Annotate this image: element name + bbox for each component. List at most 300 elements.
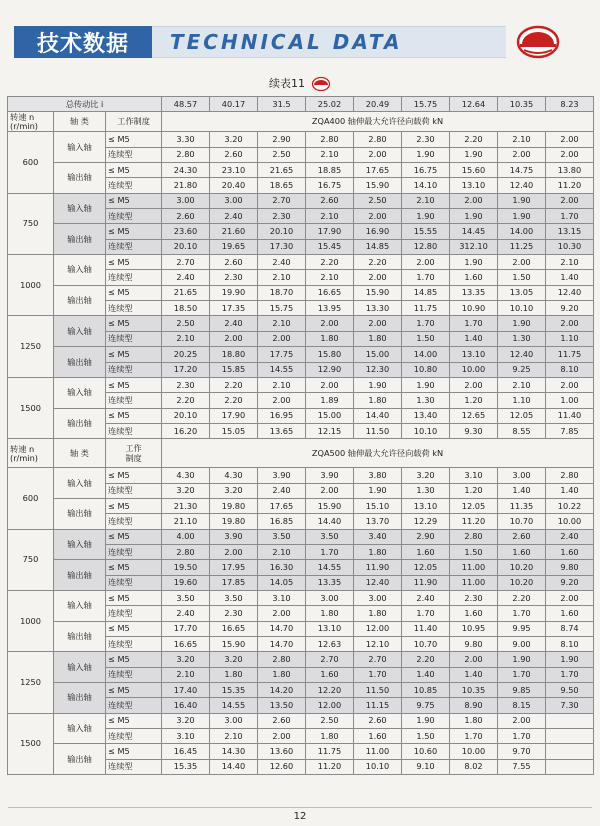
value-cell: 13.95: [306, 301, 354, 316]
value-cell: 1.90: [498, 316, 546, 331]
value-cell: 10.00: [450, 362, 498, 377]
value-cell: 2.10: [306, 147, 354, 162]
value-cell: 14.40: [210, 759, 258, 774]
ratio-cell: 40.17: [210, 97, 258, 112]
value-cell: 2.20: [498, 590, 546, 605]
duty-cell: ≤ M5: [106, 560, 162, 575]
value-cell: 16.65: [210, 621, 258, 636]
duty-cell: ≤ M5: [106, 408, 162, 423]
value-cell: 18.70: [258, 285, 306, 300]
value-cell: 2.00: [546, 147, 594, 162]
table-row: [8, 285, 594, 300]
value-cell: 11.20: [306, 759, 354, 774]
value-cell: 1.40: [498, 483, 546, 498]
value-cell: 2.00: [354, 270, 402, 285]
value-cell: 9.80: [546, 560, 594, 575]
value-cell: 1.90: [498, 193, 546, 208]
value-cell: 2.70: [354, 652, 402, 667]
duty-cell: 连续型: [106, 483, 162, 498]
footer-divider: [8, 807, 592, 808]
value-cell: 1.70: [402, 606, 450, 621]
value-cell: 1.90: [450, 147, 498, 162]
small-logo-icon: [311, 75, 331, 91]
duty-cell: 连续型: [106, 301, 162, 316]
value-cell: 10.60: [402, 744, 450, 759]
value-cell: 12.63: [306, 637, 354, 652]
value-cell: 2.80: [354, 132, 402, 147]
value-cell: 1.60: [546, 544, 594, 559]
value-cell: 2.60: [210, 147, 258, 162]
value-cell: 14.10: [402, 178, 450, 193]
value-cell: 3.90: [306, 468, 354, 483]
duty-cell: ≤ M5: [106, 498, 162, 513]
value-cell: 1.50: [450, 544, 498, 559]
value-cell: 14.45: [450, 224, 498, 239]
value-cell: 2.80: [162, 544, 210, 559]
value-cell: 13.70: [354, 514, 402, 529]
value-cell: 1.50: [402, 729, 450, 744]
value-cell: 15.35: [162, 759, 210, 774]
value-cell: 1.60: [450, 606, 498, 621]
value-cell: 2.10: [546, 255, 594, 270]
value-cell: 1.50: [402, 331, 450, 346]
value-cell: 1.90: [402, 377, 450, 392]
value-cell: 17.95: [210, 560, 258, 575]
shaft-col-header: 轴 类: [54, 112, 106, 132]
value-cell: 2.00: [546, 590, 594, 605]
value-cell: 4.30: [162, 468, 210, 483]
shaft-cell: 输出轴: [54, 285, 106, 316]
value-cell: 17.85: [210, 575, 258, 590]
value-cell: 2.10: [258, 377, 306, 392]
value-cell: 16.65: [162, 637, 210, 652]
duty-cell: ≤ M5: [106, 377, 162, 392]
value-cell: 13.80: [546, 163, 594, 178]
value-cell: 17.65: [258, 498, 306, 513]
shaft-cell: 输出轴: [54, 683, 106, 714]
value-cell: 14.70: [258, 621, 306, 636]
duty-cell: 连续型: [106, 178, 162, 193]
value-cell: 1.70: [498, 667, 546, 682]
value-cell: 17.75: [258, 347, 306, 362]
value-cell: 1.60: [306, 667, 354, 682]
value-cell: 12.29: [402, 514, 450, 529]
speed-col-unit: (r/min): [10, 452, 38, 463]
duty-cell: ≤ M5: [106, 285, 162, 300]
value-cell: 3.50: [210, 590, 258, 605]
duty-cell: 连续型: [106, 362, 162, 377]
value-cell: 2.30: [162, 377, 210, 392]
subtitle-text: 续表11: [269, 77, 305, 90]
value-cell: 2.50: [258, 147, 306, 162]
value-cell: 3.10: [450, 468, 498, 483]
table-row: [8, 408, 594, 423]
value-cell: 14.40: [354, 408, 402, 423]
shaft-cell: 输入轴: [54, 468, 106, 499]
value-cell: [546, 729, 594, 744]
value-cell: 19.60: [162, 575, 210, 590]
value-cell: 1.80: [306, 606, 354, 621]
value-cell: 20.40: [210, 178, 258, 193]
value-cell: 4.00: [162, 529, 210, 544]
value-cell: 12.30: [354, 362, 402, 377]
value-cell: 14.00: [402, 347, 450, 362]
value-cell: 1.80: [354, 393, 402, 408]
duty-cell: ≤ M5: [106, 652, 162, 667]
value-cell: 3.10: [258, 590, 306, 605]
value-cell: 11.40: [402, 621, 450, 636]
speed-col-unit: (r/min): [10, 121, 38, 132]
shaft-cell: 输入轴: [54, 255, 106, 286]
value-cell: 13.35: [450, 285, 498, 300]
value-cell: 16.30: [258, 560, 306, 575]
value-cell: 1.00: [546, 393, 594, 408]
value-cell: 12.20: [306, 683, 354, 698]
table-row: [8, 529, 594, 544]
value-cell: 18.85: [306, 163, 354, 178]
duty-cell: ≤ M5: [106, 468, 162, 483]
value-cell: 2.70: [306, 652, 354, 667]
value-cell: 1.40: [546, 270, 594, 285]
value-cell: 8.90: [450, 698, 498, 713]
duty-cell: 连续型: [106, 759, 162, 774]
value-cell: 10.90: [450, 301, 498, 316]
value-cell: 16.75: [306, 178, 354, 193]
value-cell: 1.70: [450, 316, 498, 331]
value-cell: 21.65: [162, 285, 210, 300]
shaft-col-header: 轴 类: [54, 439, 106, 468]
value-cell: 13.10: [402, 498, 450, 513]
table-row: [8, 621, 594, 636]
value-cell: 2.00: [306, 316, 354, 331]
value-cell: 2.10: [306, 209, 354, 224]
value-cell: 2.10: [258, 316, 306, 331]
value-cell: 16.40: [162, 698, 210, 713]
value-cell: 3.20: [162, 652, 210, 667]
value-cell: 16.45: [162, 744, 210, 759]
value-cell: 1.90: [402, 209, 450, 224]
duty-cell: ≤ M5: [106, 163, 162, 178]
duty-cell: ≤ M5: [106, 713, 162, 728]
value-cell: [546, 759, 594, 774]
speed-col-header: [8, 439, 54, 468]
duty-cell: ≤ M5: [106, 193, 162, 208]
value-cell: 12.05: [402, 560, 450, 575]
value-cell: 19.80: [210, 514, 258, 529]
duty-cell: ≤ M5: [106, 132, 162, 147]
value-cell: 1.60: [354, 729, 402, 744]
value-cell: 2.60: [498, 529, 546, 544]
table-row: [8, 590, 594, 605]
speed-cell: 600: [8, 132, 54, 193]
value-cell: 2.60: [306, 193, 354, 208]
table-row: [8, 132, 594, 147]
value-cell: 15.55: [402, 224, 450, 239]
value-cell: 16.75: [402, 163, 450, 178]
speed-cell: 1500: [8, 713, 54, 774]
value-cell: 10.85: [402, 683, 450, 698]
value-cell: 1.40: [450, 667, 498, 682]
value-cell: 16.95: [258, 408, 306, 423]
value-cell: 3.20: [402, 468, 450, 483]
value-cell: 11.75: [546, 347, 594, 362]
shaft-cell: 输入轴: [54, 316, 106, 347]
ratio-cell: 12.64: [450, 97, 498, 112]
value-cell: 1.80: [354, 606, 402, 621]
value-cell: 1.70: [450, 729, 498, 744]
duty-cell: 连续型: [106, 575, 162, 590]
value-cell: 3.90: [258, 468, 306, 483]
value-cell: 11.90: [402, 575, 450, 590]
value-cell: 17.20: [162, 362, 210, 377]
value-cell: 2.00: [354, 209, 402, 224]
value-cell: 13.10: [450, 178, 498, 193]
value-cell: 17.30: [258, 239, 306, 254]
duty-cell: 连续型: [106, 239, 162, 254]
value-cell: 2.60: [258, 713, 306, 728]
value-cell: 11.00: [354, 744, 402, 759]
value-cell: 19.90: [210, 285, 258, 300]
value-cell: 12.65: [450, 408, 498, 423]
value-cell: 3.40: [354, 529, 402, 544]
speed-cell: 1500: [8, 377, 54, 438]
duty-cell: 连续型: [106, 270, 162, 285]
value-cell: 1.90: [498, 209, 546, 224]
value-cell: 19.65: [210, 239, 258, 254]
value-cell: 11.75: [306, 744, 354, 759]
value-cell: 21.65: [258, 163, 306, 178]
value-cell: 1.10: [546, 331, 594, 346]
value-cell: 2.10: [162, 331, 210, 346]
value-cell: 2.80: [258, 652, 306, 667]
speed-cell: 1000: [8, 590, 54, 651]
value-cell: 14.30: [210, 744, 258, 759]
value-cell: 2.00: [450, 377, 498, 392]
value-cell: 2.80: [546, 468, 594, 483]
value-cell: 20.10: [162, 408, 210, 423]
value-cell: 15.75: [258, 301, 306, 316]
value-cell: 2.00: [402, 255, 450, 270]
value-cell: 3.00: [210, 713, 258, 728]
technical-data-table: [7, 96, 594, 775]
value-cell: 2.30: [402, 132, 450, 147]
value-cell: 1.40: [450, 331, 498, 346]
duty-cell: 连续型: [106, 667, 162, 682]
value-cell: 9.75: [402, 698, 450, 713]
value-cell: 2.50: [162, 316, 210, 331]
value-cell: 1.10: [498, 393, 546, 408]
header-title-cn: 技术数据: [14, 26, 152, 58]
value-cell: 2.80: [450, 529, 498, 544]
value-cell: 17.65: [354, 163, 402, 178]
value-cell: 2.40: [258, 483, 306, 498]
value-cell: 8.02: [450, 759, 498, 774]
value-cell: 15.00: [306, 408, 354, 423]
value-cell: 16.90: [354, 224, 402, 239]
ratio-cell: 48.57: [162, 97, 210, 112]
value-cell: 3.00: [306, 590, 354, 605]
value-cell: 2.60: [354, 713, 402, 728]
value-cell: 9.70: [498, 744, 546, 759]
value-cell: 11.20: [546, 178, 594, 193]
value-cell: 17.70: [162, 621, 210, 636]
value-cell: 2.00: [450, 652, 498, 667]
value-cell: 11.90: [354, 560, 402, 575]
value-cell: 7.55: [498, 759, 546, 774]
value-cell: 2.40: [210, 209, 258, 224]
duty-cell: 连续型: [106, 393, 162, 408]
value-cell: 15.00: [354, 347, 402, 362]
value-cell: 10.20: [498, 560, 546, 575]
value-cell: 1.80: [354, 544, 402, 559]
value-cell: 15.60: [450, 163, 498, 178]
value-cell: 12.00: [306, 698, 354, 713]
value-cell: 12.05: [498, 408, 546, 423]
value-cell: 1.70: [402, 270, 450, 285]
value-cell: 21.80: [162, 178, 210, 193]
value-cell: 3.50: [306, 529, 354, 544]
value-cell: 1.60: [546, 606, 594, 621]
value-cell: 3.50: [258, 529, 306, 544]
value-cell: 11.50: [354, 683, 402, 698]
table-subtitle: [0, 72, 600, 94]
company-logo-icon: [514, 20, 562, 60]
value-cell: 2.00: [546, 316, 594, 331]
value-cell: 16.65: [306, 285, 354, 300]
value-cell: 18.80: [210, 347, 258, 362]
duty-cell: ≤ M5: [106, 744, 162, 759]
value-cell: 14.20: [258, 683, 306, 698]
duty-cell: 连续型: [106, 331, 162, 346]
value-cell: 10.30: [546, 239, 594, 254]
value-cell: 1.40: [402, 667, 450, 682]
duty-cell: 连续型: [106, 514, 162, 529]
value-cell: 1.70: [546, 209, 594, 224]
value-cell: 14.55: [306, 560, 354, 575]
value-cell: 9.30: [450, 423, 498, 438]
ratio-cell: 15.75: [402, 97, 450, 112]
shaft-cell: 输出轴: [54, 560, 106, 591]
value-cell: 2.40: [162, 606, 210, 621]
value-cell: 1.90: [354, 377, 402, 392]
value-cell: 1.60: [450, 270, 498, 285]
shaft-cell: 输入轴: [54, 713, 106, 744]
value-cell: 3.50: [162, 590, 210, 605]
shaft-cell: 输出轴: [54, 408, 106, 439]
value-cell: 9.10: [402, 759, 450, 774]
value-cell: 3.90: [210, 529, 258, 544]
value-cell: 15.85: [210, 362, 258, 377]
speed-cell: 1250: [8, 316, 54, 377]
value-cell: 8.15: [498, 698, 546, 713]
value-cell: 12.40: [354, 575, 402, 590]
value-cell: 2.20: [402, 652, 450, 667]
value-cell: 15.90: [354, 178, 402, 193]
value-cell: [546, 744, 594, 759]
table-row: [8, 255, 594, 270]
value-cell: 3.20: [162, 483, 210, 498]
value-cell: 1.70: [498, 729, 546, 744]
page-header: [0, 0, 600, 64]
table-row: [8, 560, 594, 575]
value-cell: 2.90: [402, 529, 450, 544]
value-cell: 1.70: [546, 667, 594, 682]
value-cell: 10.80: [402, 362, 450, 377]
ratio-cell: 20.49: [354, 97, 402, 112]
value-cell: 14.05: [258, 575, 306, 590]
value-cell: 13.60: [258, 744, 306, 759]
value-cell: 14.55: [210, 698, 258, 713]
value-cell: 1.80: [354, 331, 402, 346]
value-cell: 2.30: [210, 270, 258, 285]
table-row: [8, 377, 594, 392]
value-cell: 12.40: [498, 178, 546, 193]
value-cell: 23.60: [162, 224, 210, 239]
value-cell: 10.70: [402, 637, 450, 652]
value-cell: 2.10: [306, 270, 354, 285]
value-cell: 2.00: [210, 544, 258, 559]
value-cell: 2.00: [546, 193, 594, 208]
table-row: [8, 468, 594, 483]
value-cell: 12.40: [498, 347, 546, 362]
value-cell: 13.65: [258, 423, 306, 438]
speed-cell: 600: [8, 468, 54, 529]
value-cell: 12.10: [354, 637, 402, 652]
shaft-cell: 输入轴: [54, 132, 106, 163]
duty-cell: ≤ M5: [106, 316, 162, 331]
value-cell: 2.80: [306, 132, 354, 147]
duty-col-header: 工作制度: [106, 112, 162, 132]
shaft-cell: 输入轴: [54, 652, 106, 683]
ratio-cell: 31.5: [258, 97, 306, 112]
value-cell: 18.65: [258, 178, 306, 193]
value-cell: 1.90: [498, 652, 546, 667]
table-row: [8, 224, 594, 239]
duty-cell: ≤ M5: [106, 224, 162, 239]
value-cell: 3.20: [210, 132, 258, 147]
value-cell: 2.50: [354, 193, 402, 208]
value-cell: 9.95: [498, 621, 546, 636]
ratio-label: 总传动比 i: [8, 97, 162, 112]
speed-cell: 1250: [8, 652, 54, 713]
value-cell: 21.10: [162, 514, 210, 529]
value-cell: 8.74: [546, 621, 594, 636]
value-cell: 9.80: [450, 637, 498, 652]
value-cell: 2.00: [258, 331, 306, 346]
section-caption: ZQA500 轴伸最大允许径向载荷 kN: [162, 439, 594, 468]
table-row: [8, 713, 594, 728]
value-cell: 2.10: [258, 270, 306, 285]
duty-col-header: [106, 439, 162, 468]
value-cell: 10.70: [498, 514, 546, 529]
table-row: [8, 744, 594, 759]
value-cell: 1.70: [306, 544, 354, 559]
table-row: [8, 652, 594, 667]
value-cell: 2.00: [258, 729, 306, 744]
duty-cell: ≤ M5: [106, 255, 162, 270]
value-cell: 2.70: [162, 255, 210, 270]
value-cell: 14.40: [306, 514, 354, 529]
value-cell: 17.90: [306, 224, 354, 239]
value-cell: 17.90: [210, 408, 258, 423]
speed-col-label: 转速 n: [10, 112, 35, 123]
value-cell: 2.00: [546, 132, 594, 147]
value-cell: 20.10: [258, 224, 306, 239]
value-cell: 2.00: [354, 147, 402, 162]
value-cell: 2.00: [258, 393, 306, 408]
value-cell: 13.30: [354, 301, 402, 316]
value-cell: 14.75: [498, 163, 546, 178]
